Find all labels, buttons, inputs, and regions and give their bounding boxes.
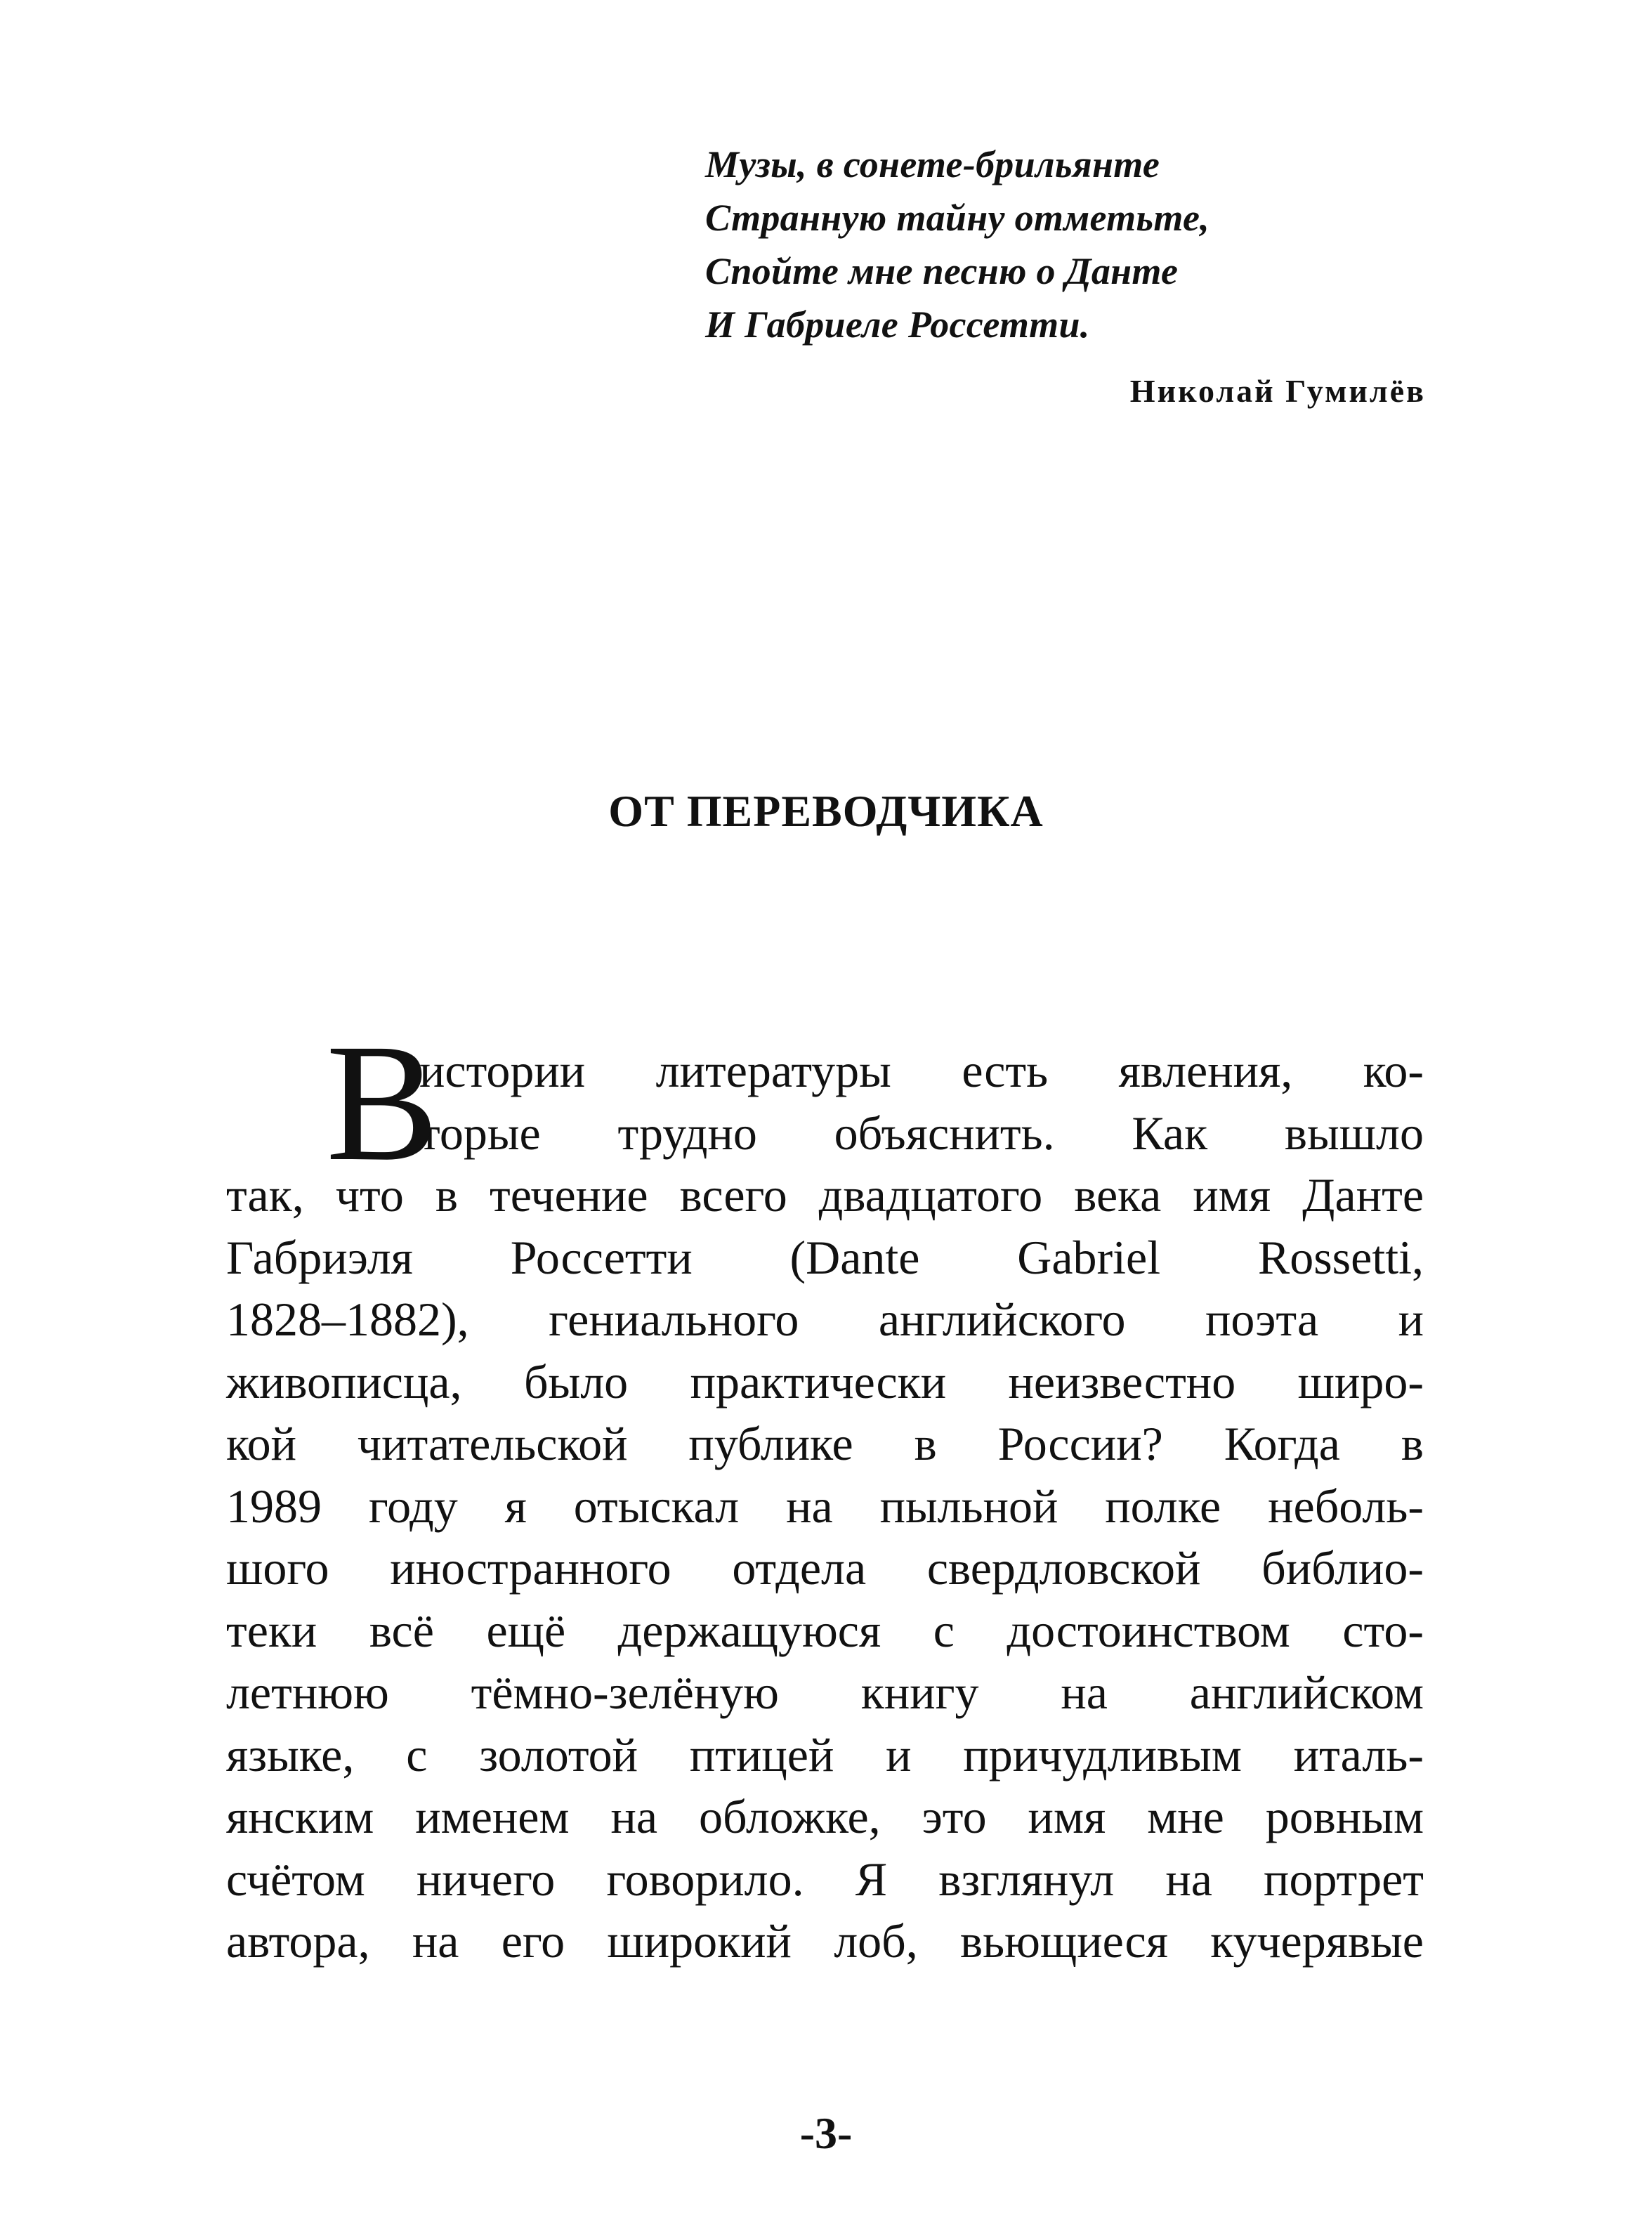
- epigraph-line: Спойте мне песню о Данте: [705, 250, 1179, 292]
- paragraph-line: теки всё ещё держащуюся с достоинством сто-: [226, 1603, 1424, 1657]
- drop-cap: В: [326, 1009, 439, 1196]
- body-text: [226, 1009, 1424, 1973]
- epigraph-author: Николай Гумилёв: [1129, 373, 1426, 409]
- paragraph-line: истории литературы есть явления, ко-: [419, 1044, 1424, 1097]
- paragraph-line: счётом ничего говорило. Я взглянул на портрет: [226, 1852, 1424, 1906]
- epigraph-line: И Габриеле Россетти.: [705, 303, 1090, 346]
- paragraph-line: 1828–1882), гениального английского поэта и: [226, 1293, 1424, 1346]
- epigraph: [705, 138, 1478, 351]
- epigraph-line: Музы, в сонете-брильянте: [705, 143, 1160, 185]
- paragraph-line: 1989 году я отыскал на пыльной полке неболь-: [226, 1479, 1424, 1533]
- page-number: -3-: [799, 2108, 853, 2158]
- paragraph-line: автора, на его широкий лоб, вьющиеся кучерявые: [226, 1914, 1424, 1968]
- paragraph-line: Габриэля Россетти (Dante Gabriel Rossetti,: [226, 1230, 1424, 1284]
- paragraph-line: так, что в течение всего двадцатого века имя Данте: [226, 1168, 1424, 1222]
- paragraph-line: янским именем на обложке, это имя мне ровным: [226, 1790, 1424, 1843]
- chapter-title: ОТ ПЕРЕВОДЧИКА: [608, 786, 1044, 836]
- paragraph-line: живописца, было практически неизвестно широ-: [226, 1354, 1424, 1408]
- epigraph-line: Странную тайну отметьте,: [705, 197, 1210, 239]
- paragraph-line: кой читательской публике в России? Когда в: [226, 1417, 1424, 1470]
- paragraph-line: летнюю тёмно-зелёную книгу на английском: [226, 1666, 1424, 1719]
- paragraph-line: торые трудно объяснить. Как вышло: [419, 1106, 1424, 1160]
- paragraph-line: шого иностранного отдела свердловской библио-: [226, 1541, 1424, 1595]
- paragraph-line: языке, с золотой птицей и причудливым италь-: [226, 1727, 1424, 1781]
